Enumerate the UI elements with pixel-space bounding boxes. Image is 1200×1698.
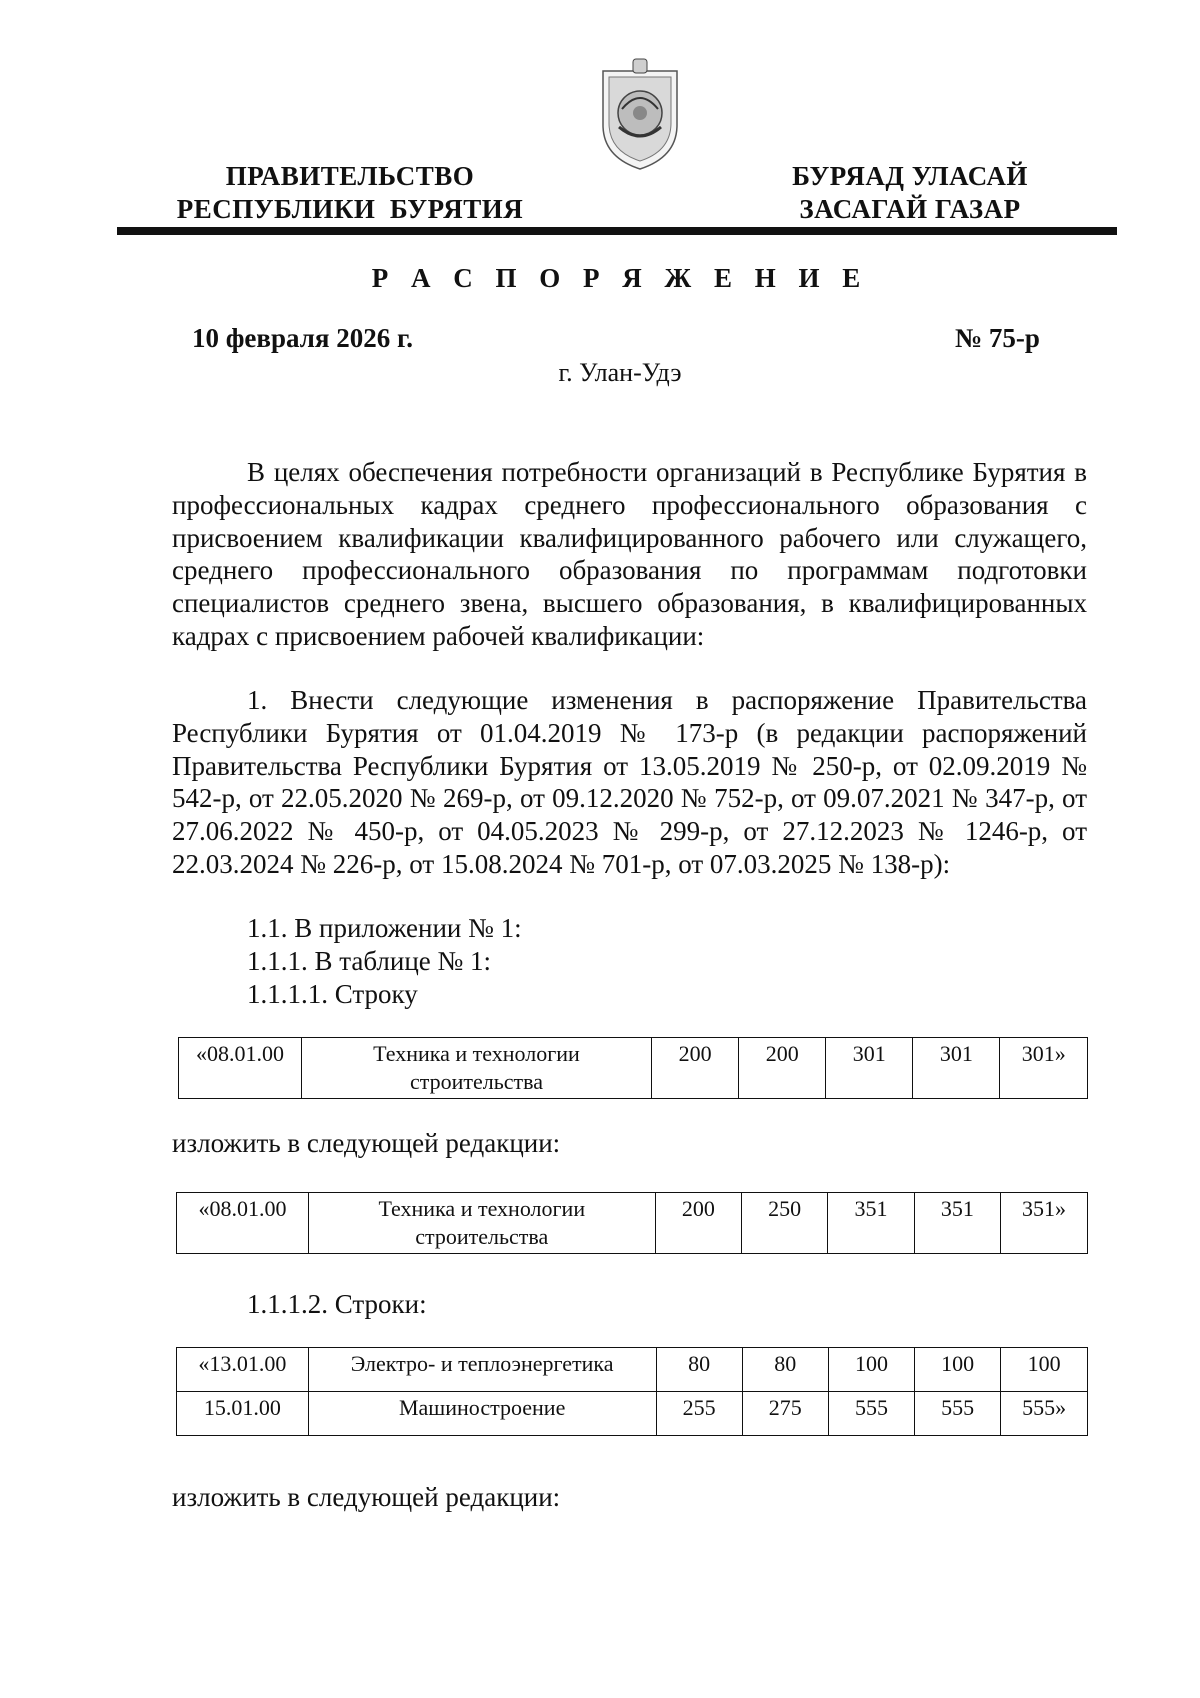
item-1-1-1-1: 1.1.1.1. Строку (247, 979, 418, 1009)
table-cell: 100 (1001, 1348, 1088, 1392)
table-cell: 255 (656, 1392, 742, 1436)
table-cell: 100 (828, 1348, 914, 1392)
restate-text-2: изложить в следующей редакции: (172, 1482, 561, 1512)
table-cell: «08.01.00 (177, 1193, 309, 1254)
item-1-1-1: 1.1.1. В таблице № 1: (247, 946, 492, 976)
header-right (770, 160, 1050, 226)
table-cell: Техника и технологии строительства (301, 1038, 651, 1099)
table-cell: 200 (652, 1038, 739, 1099)
table-cell: 15.01.00 (177, 1392, 309, 1436)
table-cell: «13.01.00 (177, 1348, 309, 1392)
document-title: Р А С П О Р Я Ж Е Н И Е (371, 263, 869, 293)
table-cell: Машиностроение (308, 1392, 656, 1436)
table-row (177, 1392, 1088, 1436)
header-left-line1: ПРАВИТЕЛЬСТВО (225, 161, 475, 191)
header-divider (117, 227, 1117, 235)
table-cell: 200 (739, 1038, 826, 1099)
header-left (160, 160, 540, 226)
table-old-row-08 (178, 1037, 1088, 1099)
table-new-row-08 (176, 1192, 1088, 1254)
table-row (179, 1038, 1088, 1099)
table-cell: 555» (1001, 1392, 1088, 1436)
coat-of-arms-emblem (597, 53, 683, 171)
document-date: 10 февраля 2026 г. (192, 323, 413, 353)
table-cell: Техника и технологии строительства (308, 1193, 655, 1254)
table-cell: 250 (741, 1193, 827, 1254)
intro-paragraph: В целях обеспечения потребности организаций в Республике Бурятия в профессиональных кадрах среднего профессионального образования с присвоением квалификации квалифицированного рабочего или служащего, среднего профессионального образования по программам подготовки специалистов среднего звена, высшего образования, в квалифицированных кадрах с присвоением рабочей квалификации: (172, 457, 1087, 651)
document-city: г. Улан-Удэ (558, 358, 682, 387)
table-row (177, 1193, 1088, 1254)
table-row (177, 1348, 1088, 1392)
item-1-1: 1.1. В приложении № 1: (247, 913, 522, 943)
restate-text-1: изложить в следующей редакции: (172, 1128, 561, 1158)
table-cell: 351 (914, 1193, 1000, 1254)
table-cell: 555 (915, 1392, 1001, 1436)
table-cell: 301 (826, 1038, 913, 1099)
table-cell: 351 (828, 1193, 914, 1254)
document-number: № 75-р (955, 323, 1040, 353)
item-1-1-1-2: 1.1.1.2. Строки: (247, 1289, 427, 1319)
table-cell: «08.01.00 (179, 1038, 302, 1099)
header-right-line2: ЗАСАГАЙ ГАЗАР (799, 194, 1021, 224)
item-1-paragraph: 1. Внести следующие изменения в распоряжение Правительства Республики Бурятия от 01.04.2019 № 173-р (в редакции распоряжений Правительства Республики Бурятия от 13.05.2019 № 250-р, от 02.09.2019 № 542-р, от 22.05.2020 № 269-р, от 09.12.2020 № 752-р, от 09.07.2021 № 347-р, от 27.06.2022 № 450-р, от 04.05.2023 № 299-р, от 27.12.2023 № 1246-р, от 22.03.2024 № 226-р, от 15.08.2024 № 701-р, от 07.03.2025 № 138-р): (172, 685, 1087, 879)
table-cell: 275 (742, 1392, 828, 1436)
header-right-line1: БУРЯАД УЛАСАЙ (792, 161, 1028, 191)
table-cell: 301» (1000, 1038, 1088, 1099)
table-cell: 200 (655, 1193, 741, 1254)
table-cell: 100 (915, 1348, 1001, 1392)
table-cell: 80 (656, 1348, 742, 1392)
table-cell: 80 (742, 1348, 828, 1392)
table-cell: 555 (828, 1392, 914, 1436)
table-cell: 301 (913, 1038, 1000, 1099)
table-cell: 351» (1001, 1193, 1088, 1254)
table-old-rows-13-15 (176, 1347, 1088, 1436)
header-left-line2: РЕСПУБЛИКИ БУРЯТИЯ (176, 194, 524, 224)
table-cell: Электро- и теплоэнергетика (308, 1348, 656, 1392)
